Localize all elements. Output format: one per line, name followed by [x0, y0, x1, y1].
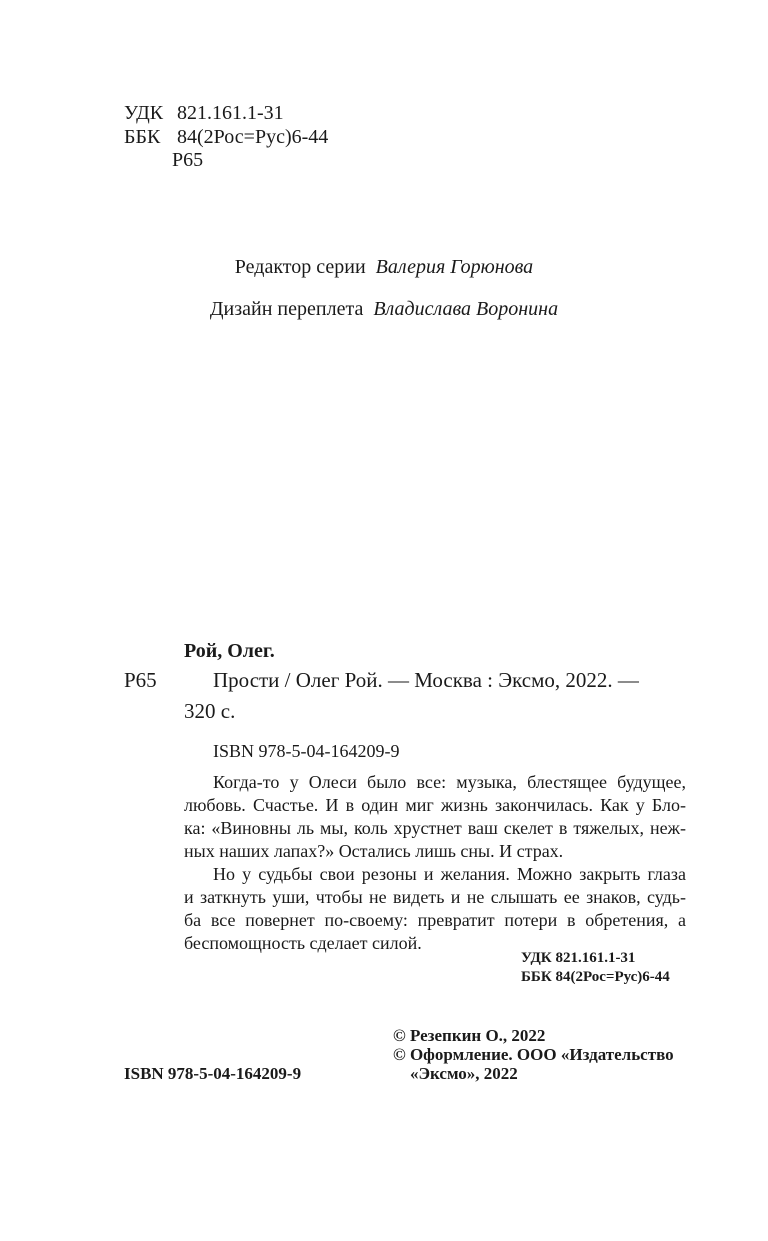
- cover-design-label: Дизайн переплета: [209, 298, 364, 320]
- author-mark-top: Р65: [172, 149, 204, 171]
- udk-label: УДК: [124, 102, 164, 124]
- annotation-line: и заткнуть уши, чтобы не видеть и не слышать ее знаков, судь-: [184, 887, 686, 907]
- udk-line: [124, 102, 284, 125]
- bbk-line: [124, 126, 328, 149]
- annotation-paragraph-1: [184, 771, 686, 863]
- pages-line: 320 с.: [184, 699, 236, 723]
- bbk-value: 84(2Рос=Рус)6-44: [177, 126, 329, 148]
- bbk-label: ББК: [124, 126, 161, 148]
- copyright-author: © Резепкин О., 2022: [393, 1026, 546, 1045]
- record-udk: УДК 821.161.1-31: [521, 950, 636, 966]
- annotation-line: ных наших лапах?» Остались лишь сны. И страх.: [184, 841, 564, 861]
- cover-design-name: Владислава Воронина: [373, 298, 559, 320]
- title-line: Прости / Олег Рой. — Москва : Эксмо, 2022. —: [213, 668, 639, 692]
- annotation-line: ка: «Виновны ль мы, коль хрустнет ваш скелет в тяжелых, неж-: [184, 818, 686, 838]
- series-editor-name: Валерия Горюнова: [375, 256, 534, 278]
- series-editor-label: Редактор серии: [234, 256, 366, 278]
- annotation-line: Когда-то у Олеси было все: музыка, блестящее будущее,: [213, 772, 686, 792]
- series-editor-credit: [0, 256, 768, 279]
- annotation-line: Но у судьбы свои резоны и желания. Можно закрыть глаза: [213, 864, 686, 884]
- copyright-design-line1: © Оформление. ООО «Издательство: [393, 1045, 674, 1064]
- annotation-paragraph-2: [184, 863, 686, 955]
- annotation-line: ба все повернет по-своему: превратит потери в обретения, а: [184, 910, 686, 930]
- record-bbk: ББК 84(2Рос=Рус)6-44: [521, 969, 670, 985]
- record-isbn: ISBN 978-5-04-164209-9: [213, 741, 400, 761]
- author-mark: Р65: [124, 668, 157, 692]
- copyright-design-line2: «Эксмо», 2022: [410, 1064, 518, 1083]
- udk-value: 821.161.1-31: [177, 102, 284, 124]
- author-heading: Рой, Олег.: [184, 640, 275, 662]
- cover-design-credit: [0, 298, 768, 321]
- footer-isbn: ISBN 978-5-04-164209-9: [124, 1064, 302, 1083]
- annotation-line: беспомощность сделает силой.: [184, 933, 422, 953]
- annotation-line: любовь. Счастье. И в один миг жизнь закончилась. Как у Бло-: [184, 795, 686, 815]
